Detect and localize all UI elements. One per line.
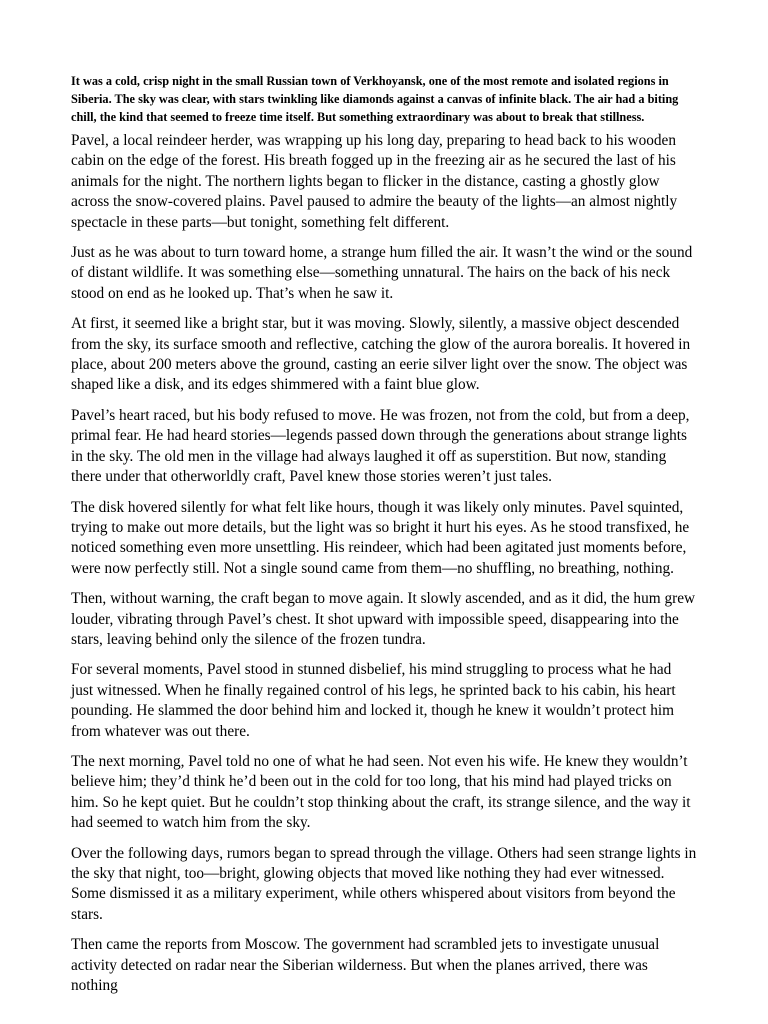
paragraph-1: Pavel, a local reindeer herder, was wrapping up his long day, preparing to head back to his wooden cabin on the edge of the forest. His breath fogged up in the freezing air as he secured the last of his animals for the night. The northern lights began to flicker in the distance, casting a ghostly glow across the snow-covered plains. Pavel paused to admire the beauty of the lights—an almost nightly spectacle in these parts—but tonight, something felt different. [71, 132, 678, 231]
paragraph-3: At first, it seemed like a bright star, but it was moving. Slowly, silently, a massive object descended from the sky, its surface smooth and reflective, catching the glow of the aurora borealis. It hovered in place, about 200 meters above the ground, casting an eerie silver light over the snow. The object was shaped like a disk, and its edges shimmered with a faint blue glow. [71, 315, 691, 394]
paragraph-4: Pavel’s heart raced, but his body refused to move. He was frozen, not from the cold, but from a deep, primal fear. He had heard stories—legends passed down through the generations about strange lights in the sky. The old men in the village had always laughed it off as superstition. But now, standing there under that otherworldly craft, Pavel knew those stories weren’t just tales. [71, 406, 690, 486]
paragraph-6: Then, without warning, the craft began to move again. It slowly ascended, and as it did, the hum grew louder, vibrating through Pavel’s chest. It shot upward with impossible speed, disappearing into the stars, leaving behind only the silence of the frozen tundra. [71, 590, 696, 648]
paragraph-8: The next morning, Pavel told no one of what he had seen. Not even his wife. He knew they wouldn’t believe him; they’d think he’d been out in the cold for too long, that his mind had played tricks on him. So he kept quiet. But he couldn’t stop thinking about the craft, its strange silence, and the way it had seemed to watch him from the sky. [71, 752, 691, 832]
intro-paragraph: It was a cold, crisp night in the small Russian town of Verkhoyansk, one of the most remote and isolated regions in Siberia. The sky was clear, with stars twinkling like diamonds against a canvas of infinite black. The air had a biting chill, the kind that seemed to freeze time itself. But something extraordinary was about to break that stillness. [71, 74, 679, 124]
paragraph-7: For several moments, Pavel stood in stunned disbelief, his mind struggling to process what he had just witnessed. When he finally regained control of his legs, he sprinted back to his cabin, his heart pounding. He slammed the door behind him and locked it, though he knew it wouldn’t protect him from whatever was out there. [71, 661, 676, 740]
document-page [71, 72, 697, 1006]
paragraph-9: Over the following days, rumors began to spread through the village. Others had seen strange lights in the sky that night, too—bright, glowing objects that moved like nothing they had ever witnessed. Some dismissed it as a military experiment, while others whispered about visitors from beyond the stars. [71, 844, 697, 923]
paragraph-5: The disk hovered silently for what felt like hours, though it was likely only minutes. Pavel squinted, trying to make out more details, but the light was so bright it hurt his eyes. As he stood transfixed, he noticed something even more unsettling. His reindeer, which had been agitated just moments before, were now perfectly still. Not a single sound came from them—no shuffling, no breathing, nothing. [71, 498, 690, 577]
paragraph-2: Just as he was about to turn toward home, a strange hum filled the air. It wasn’t the wind or the sound of distant wildlife. It was something else—something unnatural. The hairs on the back of his neck stood on end as he looked up. That’s when he saw it. [71, 244, 693, 302]
paragraph-10: Then came the reports from Moscow. The government had scrambled jets to investigate unusual activity detected on radar near the Siberian wilderness. But when the planes arrived, there was nothing [71, 936, 660, 995]
